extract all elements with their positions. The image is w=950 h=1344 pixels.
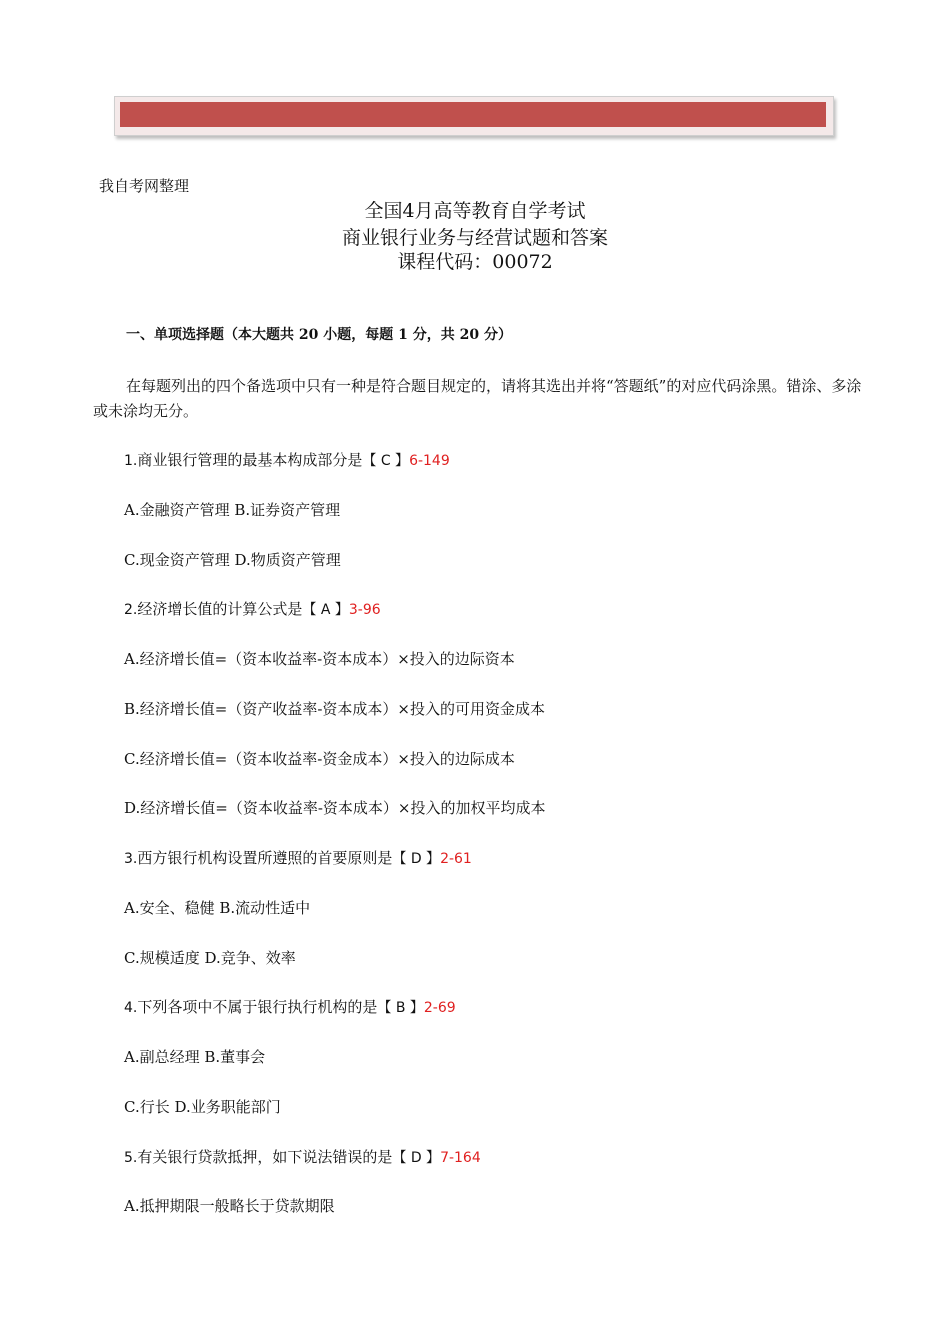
section-heading: 一、单项选择题（本大题共 20 小题，每题 1 分，共 20 分） xyxy=(126,327,512,343)
question-reference: 3-96 xyxy=(348,602,381,618)
question-option: A.金融资产管理 B.证券资产管理 xyxy=(124,501,341,519)
question-stem xyxy=(124,598,381,621)
question-text: 下列各项中不属于银行执行机构的是 xyxy=(137,998,378,1016)
question-answer: 【 B 】 xyxy=(377,1000,424,1016)
header-banner xyxy=(114,96,834,136)
subject-title: 商业银行业务与经营试题和答案 xyxy=(341,227,608,249)
question-stem xyxy=(124,1146,481,1169)
question-option: C.规模适度 D.竞争、效率 xyxy=(124,949,296,967)
question-answer: 【 D 】 xyxy=(392,851,441,867)
question-reference: 2-69 xyxy=(423,1000,456,1016)
question-option: C.现金资产管理 D.物质资产管理 xyxy=(124,551,341,569)
question-answer: 【 D 】 xyxy=(392,1150,441,1166)
question-number: 3. xyxy=(124,851,138,867)
question-option: C.经济增长值=（资本收益率-资金成本）×投入的边际成本 xyxy=(124,750,515,768)
question-text: 商业银行管理的最基本构成部分是 xyxy=(137,451,363,469)
question-text: 经济增长值的计算公式是 xyxy=(137,600,303,618)
question-answer: 【 C 】 xyxy=(362,453,410,469)
question-answer: 【 A 】 xyxy=(302,602,349,618)
section-instruction: 在每题列出的四个备选项中只有一种是符合题目规定的，请将其选出并将“答题纸”的对应代码涂黑。错涂、多涂或未涂均无分。 xyxy=(93,377,862,420)
question-stem xyxy=(124,847,472,870)
question-stem xyxy=(124,449,450,472)
question-text: 西方银行机构设置所遵照的首要原则是 xyxy=(137,849,393,867)
header-banner-bar xyxy=(120,102,826,127)
question-reference: 6-149 xyxy=(409,453,450,469)
question-reference: 7-164 xyxy=(440,1150,481,1166)
question-number: 5. xyxy=(124,1150,138,1166)
source-note: 我自考网整理 xyxy=(99,177,190,195)
course-code: 课程代码：00072 xyxy=(397,251,553,273)
question-option: A.经济增长值=（资本收益率-资本成本）×投入的边际资本 xyxy=(124,650,515,668)
question-stem xyxy=(124,996,456,1019)
question-option: C.行长 D.业务职能部门 xyxy=(124,1098,281,1116)
question-number: 1. xyxy=(124,453,138,469)
question-number: 4. xyxy=(124,1000,138,1016)
question-number: 2. xyxy=(124,602,138,618)
question-option: A.安全、稳健 B.流动性适中 xyxy=(124,899,311,917)
question-option: D.经济增长值=（资本收益率-资本成本）×投入的加权平均成本 xyxy=(124,799,546,817)
question-text: 有关银行贷款抵押，如下说法错误的是 xyxy=(137,1148,393,1166)
question-reference: 2-61 xyxy=(440,851,472,867)
question-option: A.抵押期限一般略长于贷款期限 xyxy=(124,1197,335,1215)
question-option: A.副总经理 B.董事会 xyxy=(124,1048,266,1066)
exam-title: 全国4月高等教育自学考试 xyxy=(364,200,586,222)
question-option: B.经济增长值=（资产收益率-资本成本）×投入的可用资金成本 xyxy=(124,700,545,718)
